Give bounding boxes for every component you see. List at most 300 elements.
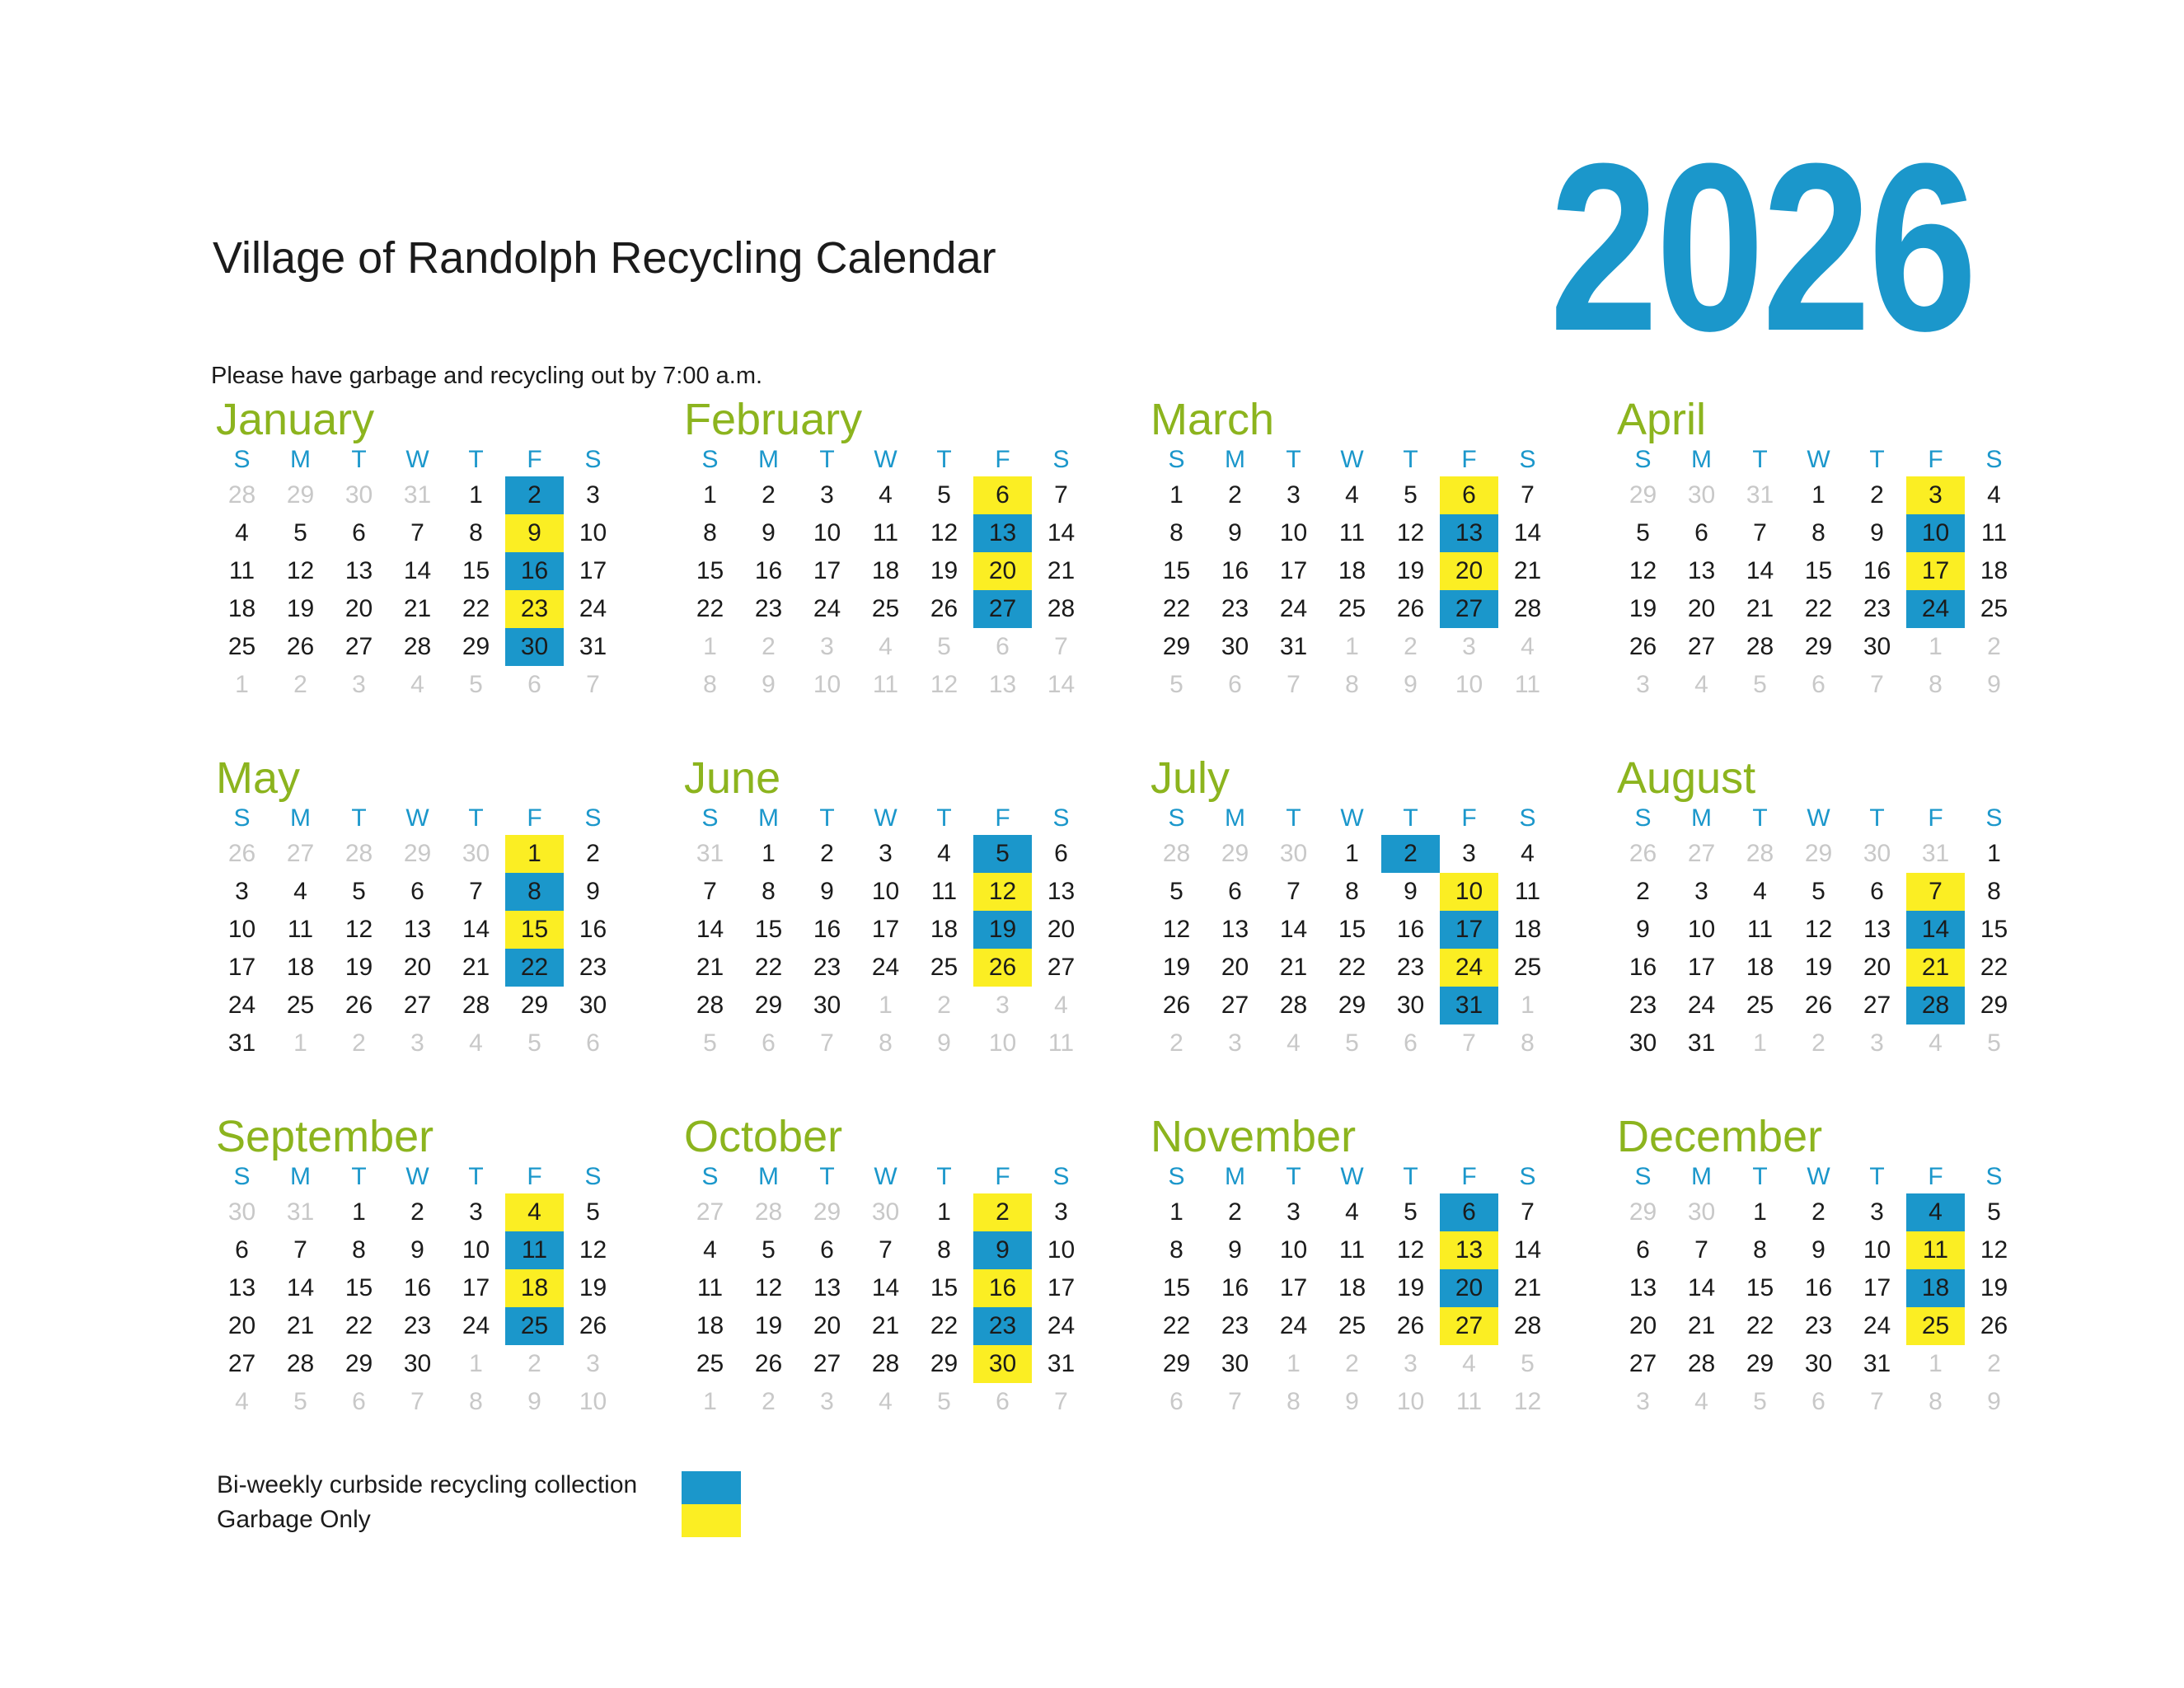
calendar-day: 11 (1980, 519, 2008, 546)
adjacent-month-day: 5 (1753, 1388, 1767, 1415)
calendar-day: 19 (1804, 954, 1833, 981)
week-row (1614, 590, 2023, 628)
calendar-day: 14 (871, 1274, 900, 1301)
adjacent-month-day: 2 (1169, 1029, 1183, 1057)
calendar-day: 18 (871, 557, 900, 584)
month-table (1147, 1160, 1557, 1421)
calendar-day: 20 (403, 954, 432, 981)
week-row (1614, 1345, 2023, 1383)
weekday-label: M (1225, 446, 1245, 473)
subtitle: Please have garbage and recycling out by 7:00 a.m. (211, 363, 763, 389)
week-row (681, 1307, 1090, 1345)
weekday-label: M (758, 1163, 779, 1190)
adjacent-month-day: 7 (1870, 671, 1884, 698)
adjacent-month-day: 28 (227, 481, 256, 509)
adjacent-month-day: 31 (1746, 481, 1774, 509)
recycling-day: 9 (973, 1231, 1032, 1269)
calendar-day: 27 (1687, 633, 1716, 660)
calendar-day: 26 (286, 633, 315, 660)
calendar-day: 14 (403, 557, 432, 584)
weekday-label: F (1461, 804, 1477, 832)
calendar-day: 9 (820, 878, 834, 905)
weekday-label: T (1869, 804, 1885, 832)
adjacent-month-day: 1 (703, 633, 717, 660)
adjacent-month-day: 28 (1746, 840, 1774, 867)
adjacent-month-day: 6 (1169, 1388, 1183, 1415)
adjacent-month-day: 4 (1694, 671, 1708, 698)
calendar-day: 15 (462, 557, 490, 584)
adjacent-month-day: 29 (1221, 840, 1249, 867)
calendar-day: 25 (227, 633, 256, 660)
calendar-day: 8 (1811, 519, 1825, 546)
legend-garbage-swatch (682, 1504, 741, 1537)
calendar-day: 29 (930, 1350, 958, 1377)
adjacent-month-day: 29 (403, 840, 432, 867)
calendar-day: 3 (1694, 878, 1708, 905)
weekday-label: W (1340, 1163, 1364, 1190)
adjacent-month-day: 2 (1811, 1029, 1825, 1057)
week-row (213, 590, 622, 628)
calendar-day: 30 (1629, 1029, 1657, 1057)
calendar-day: 30 (1804, 1350, 1833, 1377)
month-name: March (1151, 395, 1275, 444)
calendar-day: 10 (227, 916, 256, 943)
calendar-day: 20 (1047, 916, 1076, 943)
calendar-day: 17 (462, 1274, 490, 1301)
calendar-day: 6 (410, 878, 424, 905)
calendar-day: 4 (1345, 481, 1359, 509)
calendar-day: 5 (1169, 878, 1183, 905)
adjacent-month-day: 10 (988, 1029, 1017, 1057)
calendar-day: 9 (1811, 1236, 1825, 1264)
recycling-day: 11 (505, 1231, 564, 1269)
calendar-day: 16 (1396, 916, 1425, 943)
calendar-day: 31 (579, 633, 607, 660)
calendar-day: 14 (1746, 557, 1774, 584)
month-table (1147, 802, 1557, 1062)
adjacent-month-day: 3 (1462, 633, 1476, 660)
adjacent-month-day: 3 (410, 1029, 424, 1057)
adjacent-month-day: 4 (469, 1029, 483, 1057)
calendar-day: 10 (813, 519, 841, 546)
week-row (1614, 1025, 2023, 1062)
calendar-day: 31 (1279, 633, 1308, 660)
adjacent-month-day: 2 (1987, 1350, 2001, 1377)
calendar-day: 6 (1870, 878, 1884, 905)
month-table (1614, 1160, 2023, 1421)
calendar-day: 2 (820, 840, 834, 867)
calendar-day: 21 (403, 595, 432, 622)
calendar-day: 12 (1396, 1236, 1425, 1264)
adjacent-month-day: 31 (403, 481, 432, 509)
week-row (681, 1193, 1090, 1231)
calendar-day: 21 (1279, 954, 1308, 981)
month-december (1614, 1113, 2026, 1421)
calendar-day: 4 (937, 840, 951, 867)
adjacent-month-day: 3 (996, 992, 1010, 1019)
calendar-day: 31 (1863, 1350, 1891, 1377)
calendar-day: 22 (1804, 595, 1833, 622)
calendar-day: 5 (1404, 1198, 1418, 1226)
calendar-day: 14 (462, 916, 490, 943)
calendar-day: 12 (1804, 916, 1833, 943)
week-row (1147, 1025, 1557, 1062)
adjacent-month-day: 1 (293, 1029, 307, 1057)
calendar-day: 25 (871, 595, 900, 622)
calendar-day: 13 (1629, 1274, 1657, 1301)
adjacent-month-day: 3 (352, 671, 366, 698)
garbage-day: 27 (1440, 1307, 1498, 1345)
calendar-day: 18 (1338, 1274, 1366, 1301)
garbage-day: 1 (505, 835, 564, 873)
week-row (681, 949, 1090, 987)
calendar-day: 21 (286, 1312, 315, 1339)
adjacent-month-day: 28 (344, 840, 373, 867)
calendar-day: 10 (462, 1236, 490, 1264)
week-row (1614, 949, 2023, 987)
calendar-day: 6 (820, 1236, 834, 1264)
adjacent-month-day: 31 (1921, 840, 1950, 867)
adjacent-month-day: 6 (996, 633, 1010, 660)
calendar-day: 7 (879, 1236, 893, 1264)
week-row (1147, 476, 1557, 514)
adjacent-month-day: 7 (1054, 1388, 1068, 1415)
week-row (1614, 1383, 2023, 1421)
calendar-day: 11 (1338, 519, 1366, 546)
calendar-day: 14 (1513, 1236, 1542, 1264)
weekday-label: S (701, 804, 719, 832)
calendar-day: 21 (1047, 557, 1076, 584)
adjacent-month-day: 4 (879, 633, 893, 660)
calendar-day: 17 (1047, 1274, 1076, 1301)
weekday-label: T (1403, 804, 1418, 832)
calendar-day: 17 (813, 557, 841, 584)
week-row (1614, 911, 2023, 949)
recycling-day: 30 (505, 628, 564, 666)
calendar-day: 2 (586, 840, 600, 867)
week-row (1147, 949, 1557, 987)
adjacent-month-day: 7 (410, 1388, 424, 1415)
adjacent-month-day: 4 (1462, 1350, 1476, 1377)
weekday-label: T (819, 446, 835, 473)
adjacent-month-day: 8 (1286, 1388, 1301, 1415)
calendar-day: 23 (1804, 1312, 1833, 1339)
adjacent-month-day: 27 (696, 1198, 724, 1226)
adjacent-month-day: 4 (1929, 1029, 1943, 1057)
calendar-day: 4 (1345, 1198, 1359, 1226)
adjacent-month-day: 8 (703, 671, 717, 698)
garbage-day: 21 (1906, 949, 1965, 987)
calendar-day: 7 (703, 878, 717, 905)
garbage-day: 6 (1440, 476, 1498, 514)
week-row (681, 1025, 1090, 1062)
week-row (213, 1307, 622, 1345)
adjacent-month-day: 4 (1521, 633, 1535, 660)
calendar-day: 2 (1811, 1198, 1825, 1226)
calendar-day: 10 (1279, 1236, 1308, 1264)
calendar-day: 1 (1753, 1198, 1767, 1226)
week-row (1614, 552, 2023, 590)
month-table (681, 443, 1090, 704)
weekday-header-row (681, 1160, 1090, 1193)
weekday-header-row (213, 1160, 622, 1193)
calendar-day: 18 (286, 954, 315, 981)
weekday-label: W (1807, 1163, 1830, 1190)
weekday-label: T (468, 446, 484, 473)
recycling-day: 10 (1906, 514, 1965, 552)
week-row (681, 1345, 1090, 1383)
calendar-day: 5 (1404, 481, 1418, 509)
calendar-day: 16 (813, 916, 841, 943)
adjacent-month-day: 5 (1753, 671, 1767, 698)
weekday-label: S (1052, 1163, 1070, 1190)
recycling-day: 13 (973, 514, 1032, 552)
adjacent-month-day: 13 (988, 671, 1017, 698)
calendar-day: 26 (1980, 1312, 2008, 1339)
adjacent-month-day: 1 (703, 1388, 717, 1415)
adjacent-month-day: 8 (879, 1029, 893, 1057)
calendar-day: 28 (1746, 633, 1774, 660)
calendar-day: 8 (469, 519, 483, 546)
calendar-day: 25 (696, 1350, 724, 1377)
week-row (1147, 987, 1557, 1025)
calendar-day: 24 (813, 595, 841, 622)
adjacent-month-day: 6 (1404, 1029, 1418, 1057)
calendar-day: 29 (520, 992, 549, 1019)
weekday-label: T (1869, 1163, 1885, 1190)
weekday-label: F (527, 1163, 542, 1190)
weekday-label: T (468, 1163, 484, 1190)
calendar-day: 28 (286, 1350, 315, 1377)
calendar-day: 1 (1169, 1198, 1183, 1226)
weekday-label: S (701, 446, 719, 473)
calendar-day: 26 (1629, 633, 1657, 660)
calendar-day: 21 (1687, 1312, 1716, 1339)
recycling-day: 8 (505, 873, 564, 911)
calendar-day: 13 (344, 557, 373, 584)
adjacent-month-day: 5 (937, 633, 951, 660)
calendar-day: 10 (1687, 916, 1716, 943)
week-row (681, 1231, 1090, 1269)
calendar-day: 30 (1221, 633, 1249, 660)
recycling-day: 18 (1906, 1269, 1965, 1307)
week-row (1147, 1193, 1557, 1231)
adjacent-month-day: 27 (286, 840, 315, 867)
week-row (681, 628, 1090, 666)
garbage-day: 25 (1906, 1307, 1965, 1345)
calendar-day: 4 (1521, 840, 1535, 867)
adjacent-month-day: 31 (696, 840, 724, 867)
calendar-day: 17 (1279, 1274, 1308, 1301)
calendar-day: 16 (754, 557, 783, 584)
weekday-label: F (995, 1163, 1010, 1190)
garbage-day: 13 (1440, 1231, 1498, 1269)
calendar-day: 13 (1047, 878, 1076, 905)
weekday-label: S (233, 804, 251, 832)
adjacent-month-day: 9 (1345, 1388, 1359, 1415)
calendar-day: 28 (462, 992, 490, 1019)
calendar-day: 20 (344, 595, 373, 622)
week-row (1147, 1307, 1557, 1345)
calendar-day: 13 (1863, 916, 1891, 943)
calendar-day: 15 (754, 916, 783, 943)
adjacent-month-day: 6 (1811, 1388, 1825, 1415)
adjacent-month-day: 2 (352, 1029, 366, 1057)
recycling-day: 17 (1440, 911, 1498, 949)
calendar-day: 3 (586, 481, 600, 509)
calendar-day: 21 (696, 954, 724, 981)
calendar-day: 10 (1047, 1236, 1076, 1264)
calendar-day: 24 (462, 1312, 490, 1339)
adjacent-month-day: 8 (1929, 1388, 1943, 1415)
calendar-day: 28 (696, 992, 724, 1019)
adjacent-month-day: 5 (1521, 1350, 1535, 1377)
calendar-day: 19 (1629, 595, 1657, 622)
calendar-day: 9 (586, 878, 600, 905)
weekday-header-row (1614, 1160, 2023, 1193)
calendar-day: 23 (813, 954, 841, 981)
adjacent-month-day: 29 (286, 481, 315, 509)
calendar-day: 20 (227, 1312, 256, 1339)
weekday-label: F (1928, 446, 1943, 473)
adjacent-month-day: 5 (937, 1388, 951, 1415)
month-table (213, 443, 622, 704)
garbage-day: 10 (1440, 873, 1498, 911)
adjacent-month-day: 29 (813, 1198, 841, 1226)
calendar-day: 29 (1980, 992, 2008, 1019)
calendar-day: 7 (1753, 519, 1767, 546)
garbage-day: 6 (973, 476, 1032, 514)
adjacent-month-day: 3 (586, 1350, 600, 1377)
month-november (1147, 1113, 1559, 1421)
weekday-label: S (1634, 446, 1652, 473)
calendar-day: 22 (1162, 595, 1191, 622)
adjacent-month-day: 2 (527, 1350, 541, 1377)
adjacent-month-day: 7 (1286, 671, 1301, 698)
calendar-day: 13 (1221, 916, 1249, 943)
calendar-day: 18 (696, 1312, 724, 1339)
adjacent-month-day: 1 (1521, 992, 1535, 1019)
adjacent-month-day: 7 (1228, 1388, 1242, 1415)
calendar-day: 1 (762, 840, 776, 867)
week-row (1614, 873, 2023, 911)
weekday-label: T (1286, 1163, 1301, 1190)
calendar-day: 27 (1221, 992, 1249, 1019)
calendar-day: 28 (403, 633, 432, 660)
month-table (1614, 802, 2023, 1062)
calendar-day: 16 (1863, 557, 1891, 584)
adjacent-month-day: 3 (1636, 1388, 1650, 1415)
recycling-day: 5 (973, 835, 1032, 873)
calendar-day: 27 (227, 1350, 256, 1377)
week-row (1614, 666, 2023, 704)
month-name: February (684, 395, 863, 444)
calendar-day: 26 (1396, 1312, 1425, 1339)
calendar-day: 24 (1279, 595, 1308, 622)
week-row (1147, 1269, 1557, 1307)
calendar-day: 4 (1987, 481, 2001, 509)
calendar-day: 3 (235, 878, 249, 905)
calendar-day: 12 (1162, 916, 1191, 943)
adjacent-month-day: 14 (1047, 671, 1076, 698)
weekday-label: S (1168, 446, 1185, 473)
weekday-label: F (1928, 1163, 1943, 1190)
adjacent-month-day: 9 (762, 671, 776, 698)
calendar-day: 25 (286, 992, 315, 1019)
weekday-label: S (1985, 1163, 2003, 1190)
calendar-day: 30 (1863, 633, 1891, 660)
adjacent-month-day: 28 (1162, 840, 1191, 867)
weekday-label: F (995, 446, 1010, 473)
calendar-day: 22 (930, 1312, 958, 1339)
calendar-day: 5 (586, 1198, 600, 1226)
calendar-day: 28 (1279, 992, 1308, 1019)
adjacent-month-day: 1 (235, 671, 249, 698)
calendar-day: 30 (1396, 992, 1425, 1019)
adjacent-month-day: 11 (1455, 1388, 1483, 1415)
legend-recycling-label: Bi-weekly curbside recycling collection (217, 1471, 638, 1498)
adjacent-month-day: 9 (1987, 1388, 2001, 1415)
weekday-label: S (701, 1163, 719, 1190)
calendar-day: 24 (1047, 1312, 1076, 1339)
weekday-label: W (405, 1163, 429, 1190)
calendar-day: 15 (696, 557, 724, 584)
calendar-day: 15 (930, 1274, 958, 1301)
garbage-day: 17 (1906, 552, 1965, 590)
calendar-day: 14 (1687, 1274, 1716, 1301)
weekday-label: S (1634, 804, 1652, 832)
calendar-day: 8 (352, 1236, 366, 1264)
calendar-day: 10 (1279, 519, 1308, 546)
adjacent-month-day: 10 (813, 671, 841, 698)
calendar-day: 28 (871, 1350, 900, 1377)
calendar-day: 7 (1521, 1198, 1535, 1226)
calendar-day: 8 (762, 878, 776, 905)
week-row (1614, 514, 2023, 552)
adjacent-month-day: 2 (293, 671, 307, 698)
adjacent-month-day: 29 (1804, 840, 1833, 867)
week-row (1147, 911, 1557, 949)
week-row (213, 514, 622, 552)
adjacent-month-day: 5 (1987, 1029, 2001, 1057)
week-row (1147, 1383, 1557, 1421)
garbage-day: 7 (1906, 873, 1965, 911)
calendar-day: 6 (235, 1236, 249, 1264)
calendar-day: 26 (344, 992, 373, 1019)
calendar-day: 12 (1396, 519, 1425, 546)
week-row (1614, 1231, 2023, 1269)
calendar-day: 25 (1980, 595, 2008, 622)
adjacent-month-day: 30 (1279, 840, 1308, 867)
adjacent-month-day: 4 (1694, 1388, 1708, 1415)
week-row (1614, 1307, 2023, 1345)
calendar-day: 16 (1629, 954, 1657, 981)
calendar-day: 7 (1054, 481, 1068, 509)
adjacent-month-day: 2 (1345, 1350, 1359, 1377)
weekday-label: M (1225, 804, 1245, 832)
calendar-day: 18 (930, 916, 958, 943)
month-name: July (1151, 753, 1230, 803)
month-table (1147, 443, 1557, 704)
calendar-day: 28 (1513, 595, 1542, 622)
calendar-day: 23 (1863, 595, 1891, 622)
adjacent-month-day: 8 (469, 1388, 483, 1415)
week-row (213, 873, 622, 911)
weekday-label: S (1519, 446, 1536, 473)
weekday-header-row (681, 802, 1090, 835)
calendar-day: 29 (462, 633, 490, 660)
weekday-label: T (1286, 804, 1301, 832)
